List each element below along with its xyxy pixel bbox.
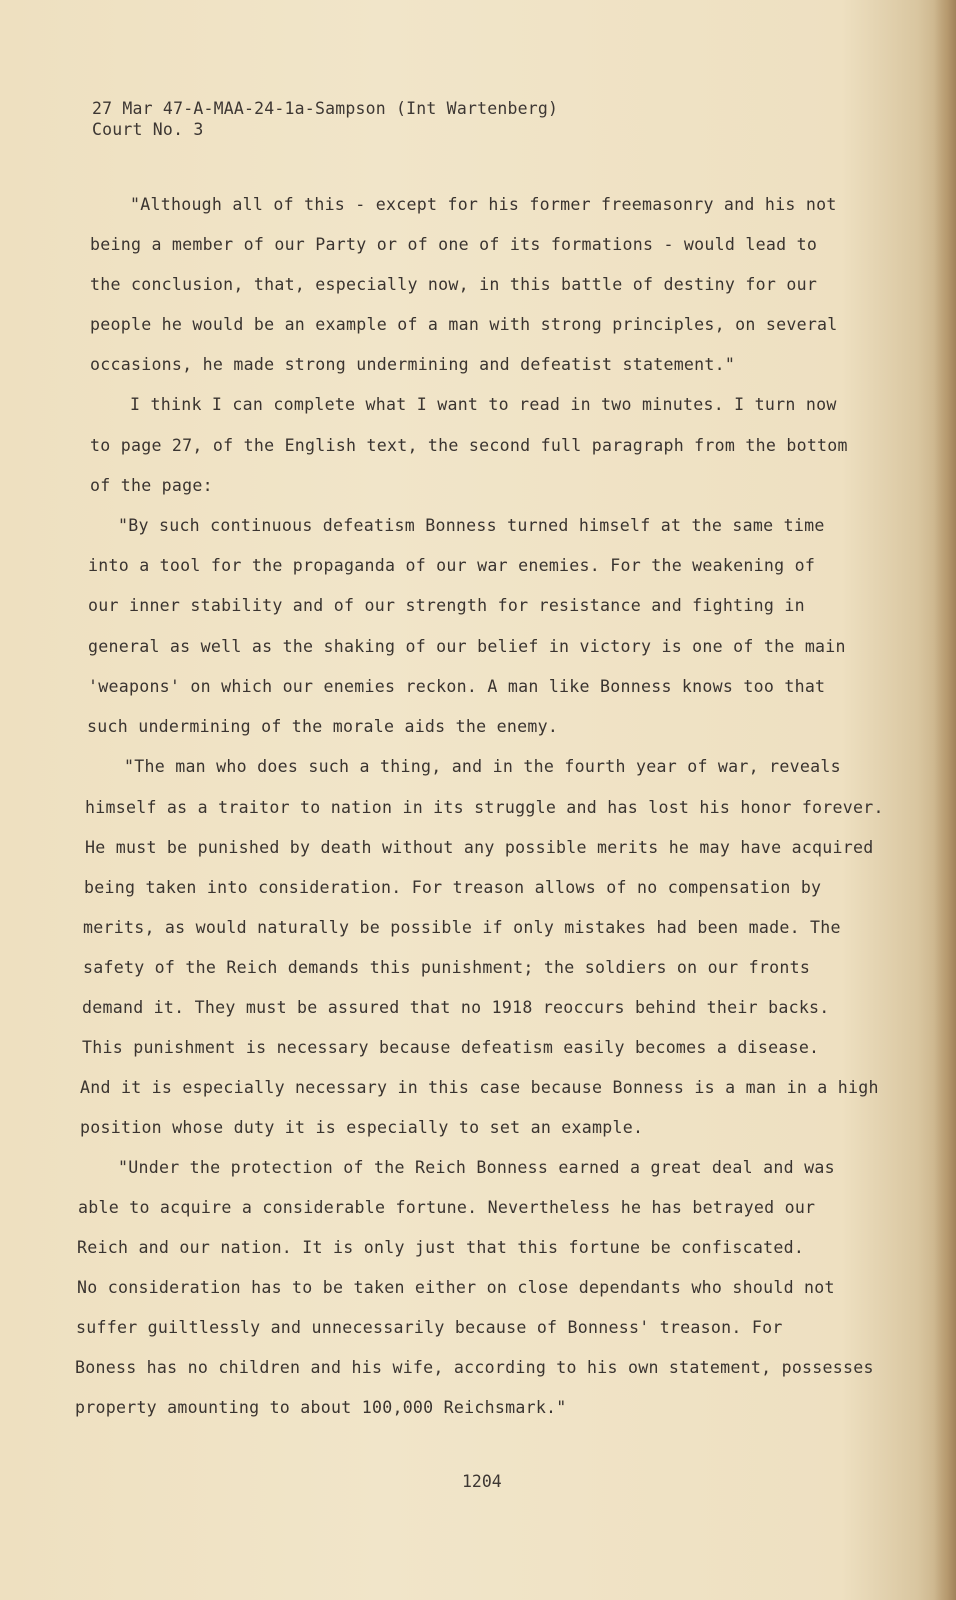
text-line: 'weapons' on which our enemies reckon. A man like Bonness knows too that xyxy=(88,677,826,696)
text-line: being a member of our Party or of one of its formations - would lead to xyxy=(90,235,818,254)
text-line: people he would be an example of a man with strong principles, on several xyxy=(90,315,838,334)
header-reference-line: 27 Mar 47-A-MAA-24-1a-Sampson (Int Wartenberg) xyxy=(92,99,559,118)
text-line: I think I can complete what I want to read in two minutes. I turn now xyxy=(130,395,837,414)
text-line: the conclusion, that, especially now, in this battle of destiny for our xyxy=(90,275,818,294)
text-line: safety of the Reich demands this punishment; the soldiers on our fronts xyxy=(83,958,811,977)
text-line: being taken into consideration. For treason allows of no compensation by xyxy=(84,878,822,897)
page-number: 1204 xyxy=(462,1472,502,1491)
text-line: property amounting to about 100,000 Reichsmark." xyxy=(75,1398,567,1417)
text-line: This punishment is necessary because defeatism easily becomes a disease. xyxy=(82,1038,820,1057)
text-line: No consideration has to be taken either on close dependants who should not xyxy=(77,1278,835,1297)
text-line: He must be punished by death without any possible merits he may have acquired xyxy=(85,838,874,857)
header-court-line: Court No. 3 xyxy=(92,120,204,139)
text-line: "By such continuous defeatism Bonness turned himself at the same time xyxy=(118,516,825,535)
text-line: occasions, he made strong undermining and defeatist statement." xyxy=(90,355,736,374)
document-header xyxy=(92,98,558,140)
text-line: to page 27, of the English text, the second full paragraph from the bottom xyxy=(90,436,848,455)
text-line: And it is especially necessary in this case because Bonness is a man in a high xyxy=(80,1078,879,1097)
text-line: into a tool for the propaganda of our war enemies. For the weakening of xyxy=(88,556,816,575)
text-line: merits, as would naturally be possible if only mistakes had been made. The xyxy=(83,918,841,937)
text-line: "Although all of this - except for his former freemasonry and his not xyxy=(130,195,837,214)
text-line: "Under the protection of the Reich Bonness earned a great deal and was xyxy=(118,1158,835,1177)
text-line: position whose duty it is especially to set an example. xyxy=(80,1118,644,1137)
text-line: himself as a traitor to nation in its struggle and has lost his honor forever. xyxy=(85,798,884,817)
text-line: "The man who does such a thing, and in the fourth year of war, reveals xyxy=(124,757,841,776)
text-line: general as well as the shaking of our belief in victory is one of the main xyxy=(88,637,846,656)
text-line: Reich and our nation. It is only just that this fortune be confiscated. xyxy=(77,1238,805,1257)
text-line: our inner stability and of our strength for resistance and fighting in xyxy=(88,596,805,615)
text-line: such undermining of the morale aids the enemy. xyxy=(87,717,559,736)
text-line: able to acquire a considerable fortune. Nevertheless he has betrayed our xyxy=(78,1198,816,1217)
paper-edge-shadow xyxy=(934,0,956,1600)
text-line: demand it. They must be assured that no 1918 reoccurs behind their backs. xyxy=(82,998,830,1017)
text-line: suffer guiltlessly and unnecessarily because of Bonness' treason. For xyxy=(76,1318,783,1337)
text-line: Boness has no children and his wife, according to his own statement, possesses xyxy=(75,1358,874,1377)
text-line: of the page: xyxy=(90,476,213,495)
